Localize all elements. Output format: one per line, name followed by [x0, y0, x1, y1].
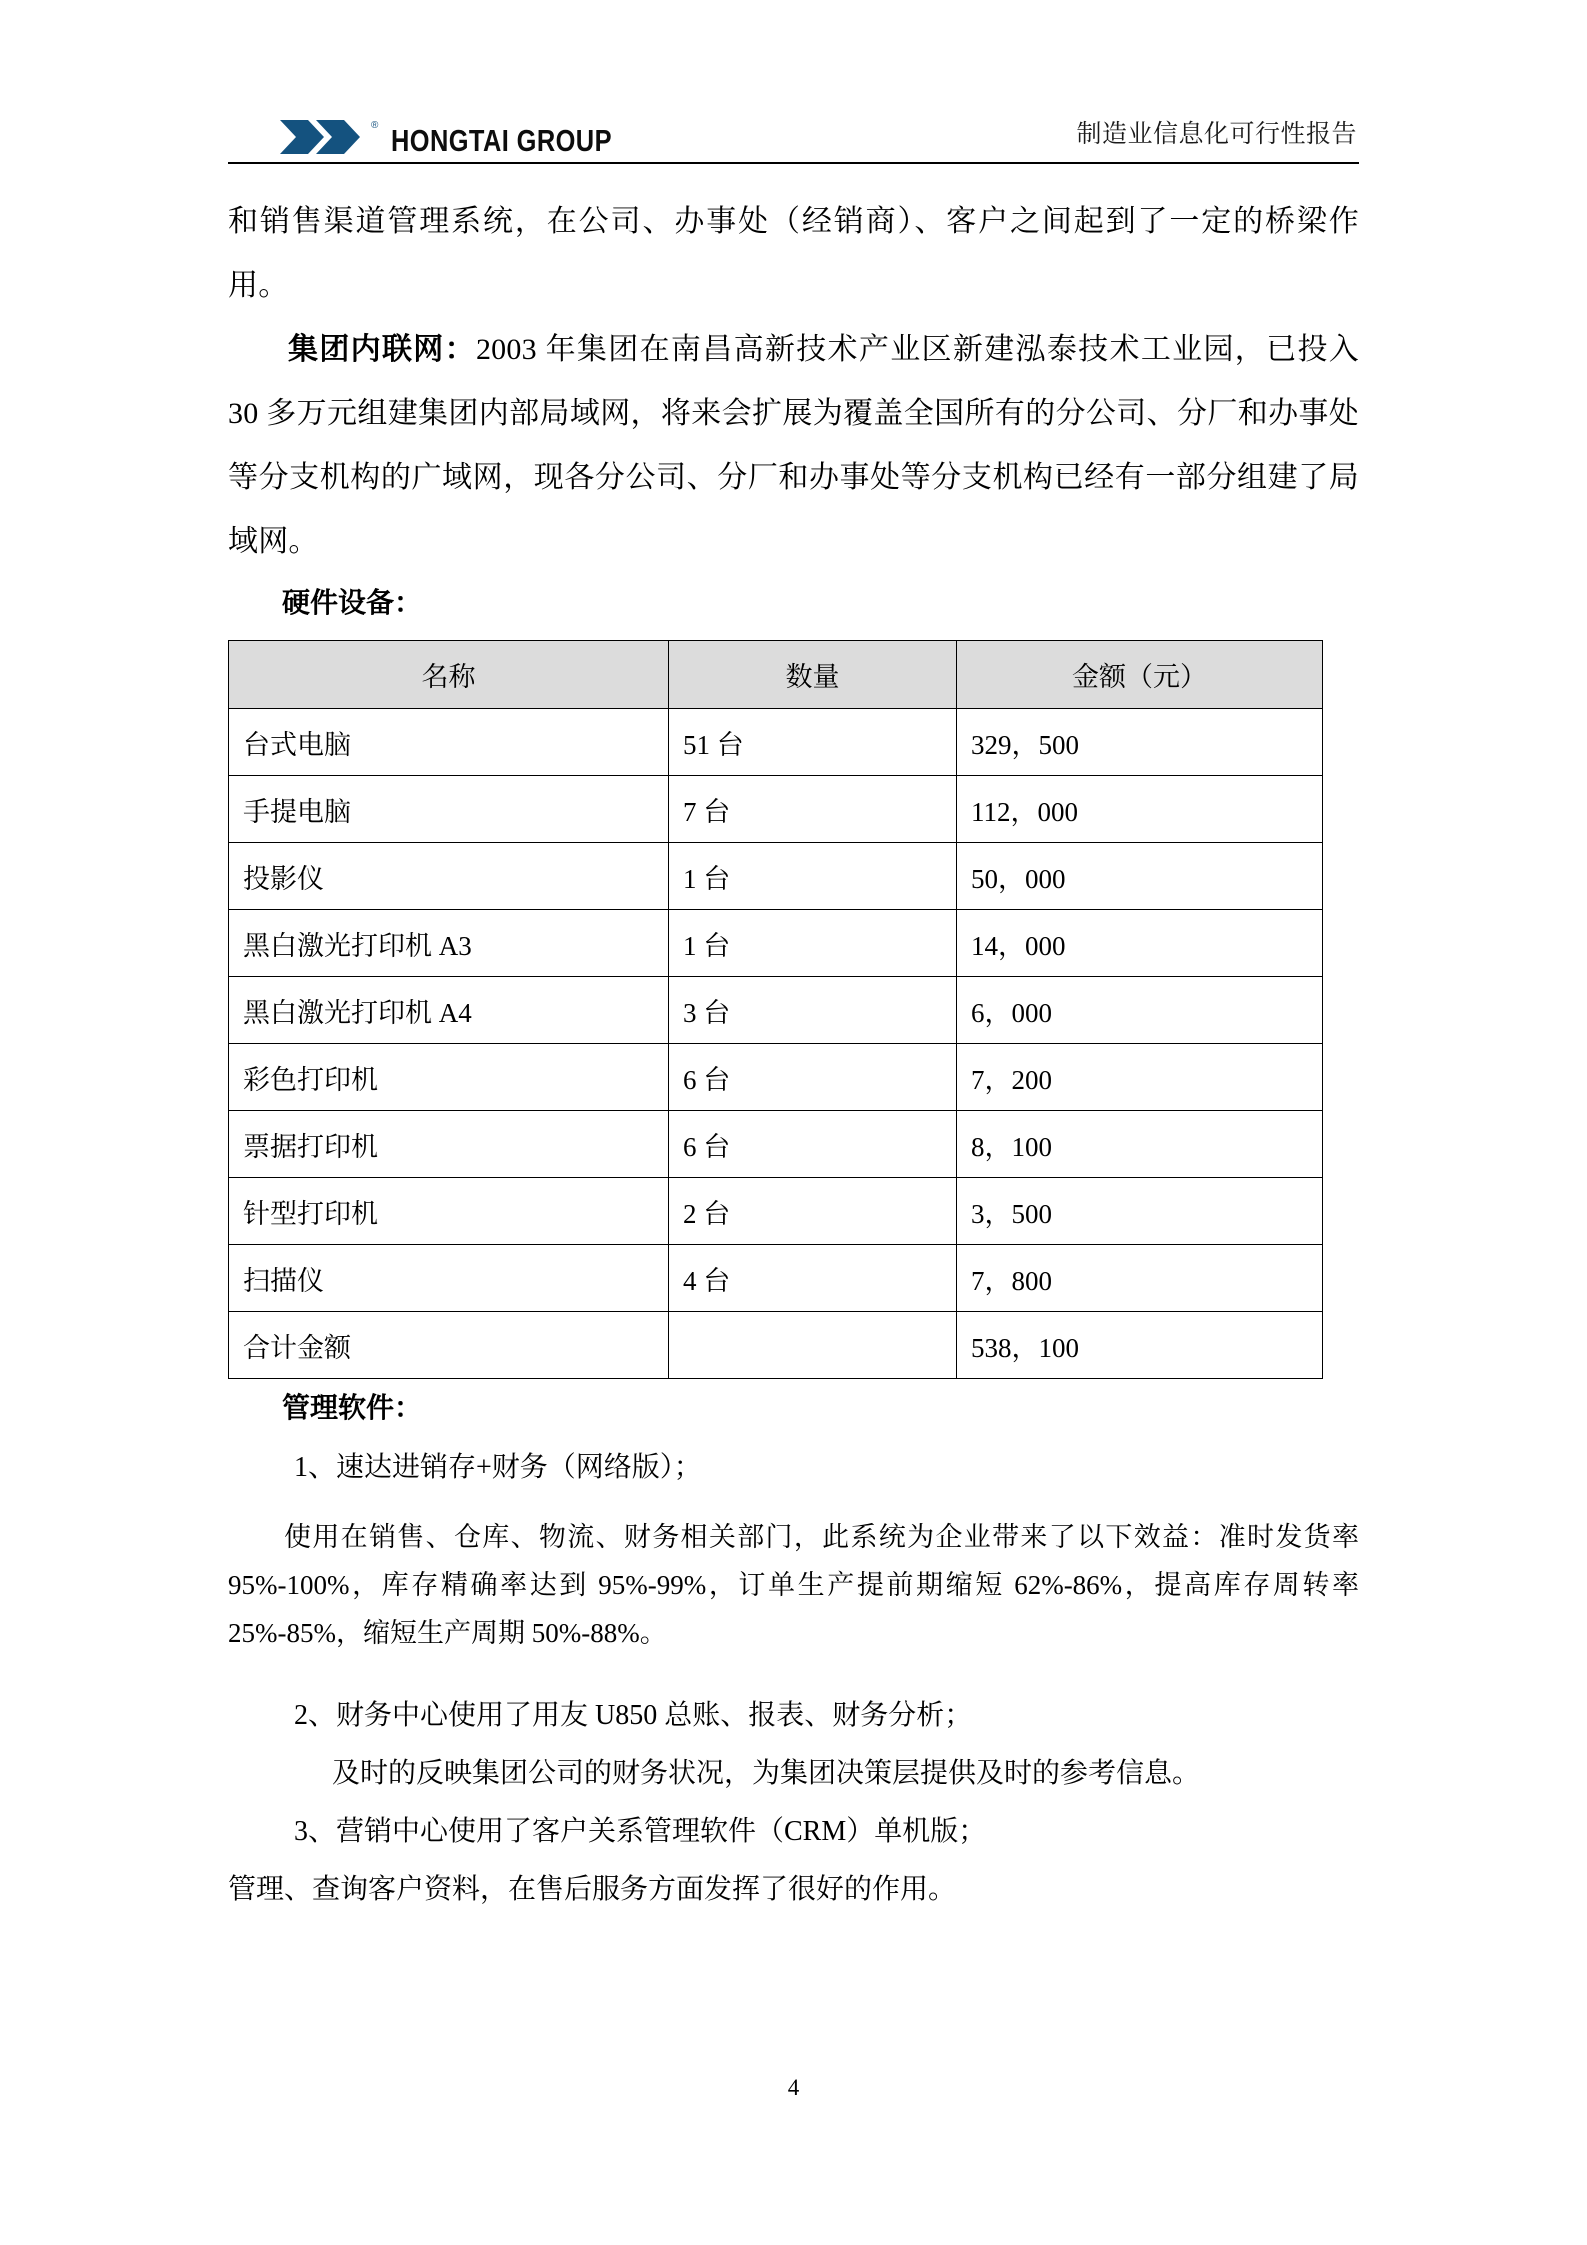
table-row: [229, 709, 1323, 776]
table-row: [229, 910, 1323, 977]
cell-name: 投影仪: [229, 843, 669, 910]
cell-amount: 3，500: [957, 1178, 1323, 1245]
cell-name: 黑白激光打印机 A4: [229, 977, 669, 1044]
software-item-2-detail: 及时的反映集团公司的财务状况，为集团决策层提供及时的参考信息。: [332, 1758, 1201, 1789]
software-item-2: 2、财务中心使用了用友 U850 总账、报表、财务分析；: [294, 1700, 973, 1731]
cell-qty: 7 台: [669, 776, 957, 843]
cell-amount: 50，000: [957, 843, 1323, 910]
cell-name: 彩色打印机: [229, 1044, 669, 1111]
cell-name: 合计金额: [229, 1312, 669, 1379]
software-item-3: 3、营销中心使用了客户关系管理软件（CRM）单机版；: [294, 1816, 987, 1847]
cell-qty: 6 台: [669, 1044, 957, 1111]
cell-qty: 1 台: [669, 910, 957, 977]
page-header: [228, 102, 1359, 164]
header-title: 制造业信息化可行性报告: [1076, 121, 1357, 148]
cell-name: 扫描仪: [229, 1245, 669, 1312]
column-header-qty: 数量: [669, 641, 957, 709]
paragraph-intranet-body: 2003 年集团在南昌高新技术产业区新建泓泰技术工业园，已投入 30 多万元组建集团内部局域网，将来会扩展为覆盖全国所有的分公司、分厂和办事处等分支机构的广域网，现各分公司、分厂和办事处等分支机构已经有一部分组建了局域网。: [228, 333, 1359, 558]
cell-name: 手提电脑: [229, 776, 669, 843]
software-item-1: 1、速达进销存+财务（网络版）；: [294, 1452, 702, 1483]
cell-amount: 7，200: [957, 1044, 1323, 1111]
heading-hardware: 硬件设备：: [282, 588, 423, 619]
paragraph-intranet: [228, 318, 1359, 574]
cell-amount: 538，100: [957, 1312, 1323, 1379]
cell-name: 票据打印机: [229, 1111, 669, 1178]
software-item-3-detail: 管理、查询客户资料，在售后服务方面发挥了很好的作用。: [228, 1874, 957, 1905]
table-row: [229, 1044, 1323, 1111]
hardware-equipment-table: [228, 640, 1323, 1379]
trademark-symbol: ®: [371, 120, 379, 131]
heading-software: 管理软件：: [282, 1393, 423, 1424]
double-chevron-logo-icon: [278, 118, 366, 156]
cell-amount: 8，100: [957, 1111, 1323, 1178]
table-head: [229, 641, 1323, 709]
cell-amount: 14，000: [957, 910, 1323, 977]
cell-qty: 3 台: [669, 977, 957, 1044]
table-total-row: [229, 1312, 1323, 1379]
column-header-amount: 金额（元）: [957, 641, 1323, 709]
column-header-name: 名称: [229, 641, 669, 709]
page-number: 4: [787, 2075, 800, 2100]
cell-name: 台式电脑: [229, 709, 669, 776]
cell-qty: 1 台: [669, 843, 957, 910]
company-name-wordmark: HONGTAI GROUP: [391, 123, 613, 158]
table-row: [229, 776, 1323, 843]
cell-qty: 4 台: [669, 1245, 957, 1312]
paragraph-continuation: 和销售渠道管理系统，在公司、办事处（经销商）、客户之间起到了一定的桥梁作用。: [228, 205, 1359, 302]
cell-amount: 329，500: [957, 709, 1323, 776]
cell-qty: [669, 1312, 957, 1379]
spacer: [228, 1497, 1359, 1513]
cell-name: 针型打印机: [229, 1178, 669, 1245]
page-footer: [0, 2075, 1587, 2101]
table-body: [229, 709, 1323, 1379]
cell-qty: 51 台: [669, 709, 957, 776]
paragraph-intranet-lead: 集团内联网：: [288, 333, 476, 366]
table-row: [229, 843, 1323, 910]
software-item-1-detail: 使用在销售、仓库、物流、财务相关部门，此系统为企业带来了以下效益：准时发货率 95%-100%，库存精确率达到 95%-99%，订单生产提前期缩短 62%-86%，提高库存周转率 25%-85%，缩短生产周期 50%-88%。: [228, 1522, 1359, 1648]
table-row: [229, 977, 1323, 1044]
cell-name: 黑白激光打印机 A3: [229, 910, 669, 977]
document-body: [228, 190, 1359, 1919]
cell-qty: 6 台: [669, 1111, 957, 1178]
table-row: [229, 1111, 1323, 1178]
spacer: [228, 1657, 1359, 1687]
cell-amount: 6，000: [957, 977, 1323, 1044]
cell-amount: 7，800: [957, 1245, 1323, 1312]
table-row: [229, 1178, 1323, 1245]
cell-qty: 2 台: [669, 1178, 957, 1245]
table-row: [229, 1245, 1323, 1312]
table-header-row: [229, 641, 1323, 709]
cell-amount: 112，000: [957, 776, 1323, 843]
company-logo: [278, 118, 661, 162]
